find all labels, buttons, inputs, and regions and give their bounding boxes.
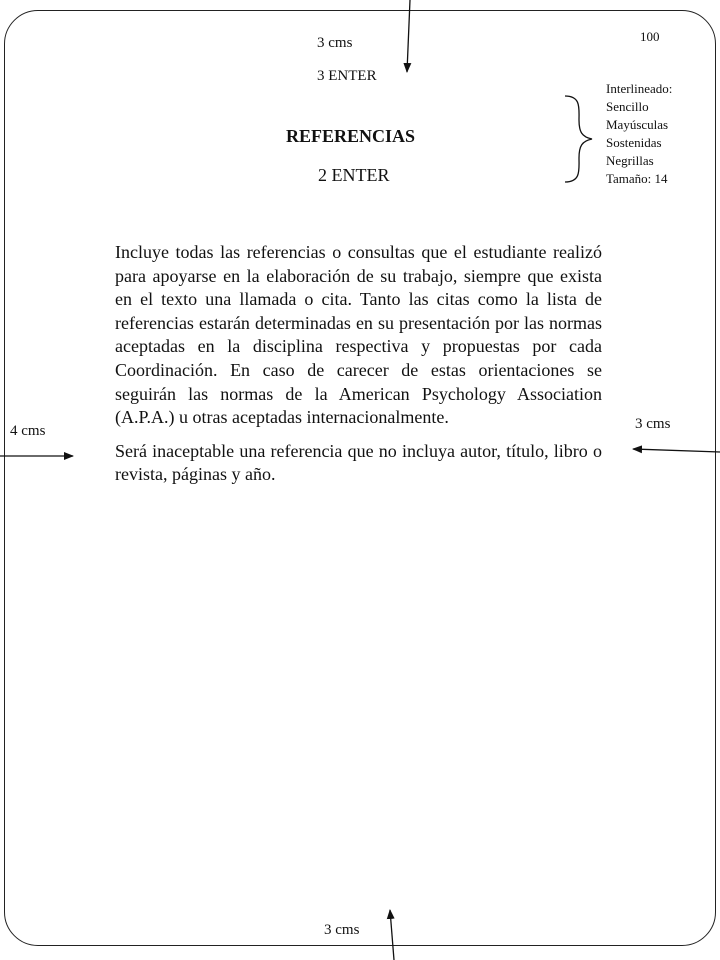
spacing-before-title-label: 3 ENTER [317, 68, 377, 84]
format-note: Tamaño: 14 [606, 171, 668, 186]
top-margin-arrow [407, 0, 410, 72]
top-margin-label: 3 cms [317, 35, 353, 51]
format-note: Sencillo [606, 99, 649, 114]
format-notes-brace [565, 96, 592, 182]
right-margin-label: 3 cms [635, 416, 671, 432]
body-paragraph: Incluye todas las referencias o consultas que el estudiante realizó para apoyarse en la elaboración de su trabajo, siempre que exista en el texto una llamada o cita. Tanto las citas como la lista de referencias estarán determinadas en su presentación por las normas aceptadas en la disciplina respectiva y propuestas por cada Coordinación. En caso de carecer de estas orientaciones se seguirán las normas de la American Psychology Association (A.P.A.) u otras aceptadas internacionalmente. [115, 242, 602, 428]
right-margin-arrow [633, 449, 720, 452]
page-number: 100 [640, 29, 660, 44]
spacing-after-title-label: 2 ENTER [318, 165, 390, 185]
body-paragraph: Será inaceptable una referencia que no incluya autor, título, libro o revista, páginas y año. [115, 440, 602, 485]
page-title: REFERENCIAS [286, 126, 416, 146]
bottom-margin-arrow [390, 910, 394, 960]
bottom-margin-label: 3 cms [324, 922, 360, 938]
format-note: Interlineado: [606, 81, 673, 96]
format-note: Mayúsculas [606, 117, 669, 132]
format-note: Negrillas [606, 153, 654, 168]
left-margin-label: 4 cms [10, 423, 46, 439]
format-notes [606, 80, 672, 188]
body-text [115, 241, 602, 487]
format-note: Sostenidas [606, 135, 662, 150]
